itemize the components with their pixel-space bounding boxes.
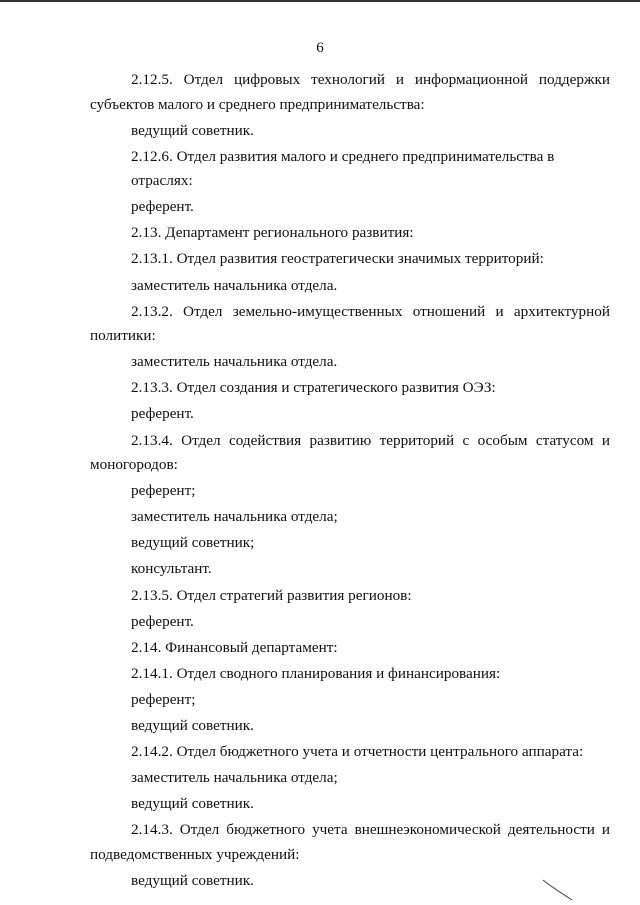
list-item: заместитель начальника отдела;: [131, 508, 338, 526]
paragraph-2-13-4: 2.13.4. Отдел содействия развитию территорий с особым статусом и моногородов:: [90, 431, 610, 474]
list-item: 2.13.5. Отдел стратегий развития регионов:: [131, 586, 412, 604]
list-item: референт.: [131, 612, 194, 630]
list-item: ведущий советник.: [131, 795, 254, 813]
page-number: 6: [316, 40, 324, 56]
list-item: ведущий советник.: [131, 871, 254, 889]
list-item: ведущий советник;: [131, 534, 255, 552]
list-item: ведущий советник.: [131, 121, 254, 139]
list-item: 2.13. Департамент регионального развития:: [131, 224, 414, 242]
list-item: референт;: [131, 482, 196, 500]
document-body: [90, 68, 610, 895]
list-item: 2.14. Финансовый департамент:: [131, 638, 338, 656]
list-item: 2.13.1. Отдел развития геостратегически значимых территорий:: [131, 250, 544, 268]
list-item: 2.14.1. Отдел сводного планирования и финансирования:: [131, 664, 501, 682]
list-item: референт.: [131, 405, 194, 423]
page-top-border: [0, 0, 640, 2]
paragraph-2-13-2: 2.13.2. Отдел земельно-имущественных отношений и архитектурной политики:: [90, 302, 610, 345]
list-item: заместитель начальника отдела.: [131, 353, 338, 371]
paragraph-2-14-3: 2.14.3. Отдел бюджетного учета внешнеэкономической деятельности и подведомственных учреждений:: [90, 821, 610, 863]
list-item: 2.14.2. Отдел бюджетного учета и отчетности центрального аппарата:: [131, 743, 584, 761]
list-item: заместитель начальника отдела.: [131, 276, 338, 294]
list-item: заместитель начальника отдела;: [131, 769, 338, 787]
pen-stroke-mark: [542, 878, 574, 902]
list-item: ведущий советник.: [131, 716, 254, 734]
list-item: референт;: [131, 690, 196, 708]
list-item: референт.: [131, 198, 194, 216]
list-item: 2.13.3. Отдел создания и стратегического развития ОЭЗ:: [131, 379, 496, 397]
list-item: консультант.: [131, 560, 212, 578]
paragraph-2-12-5: 2.12.5. Отдел цифровых технологий и информационной поддержки субъектов малого и среднего предпринимательства:: [90, 71, 610, 113]
list-item: 2.12.6. Отдел развития малого и среднего предпринимательства в отраслях:: [131, 147, 555, 190]
